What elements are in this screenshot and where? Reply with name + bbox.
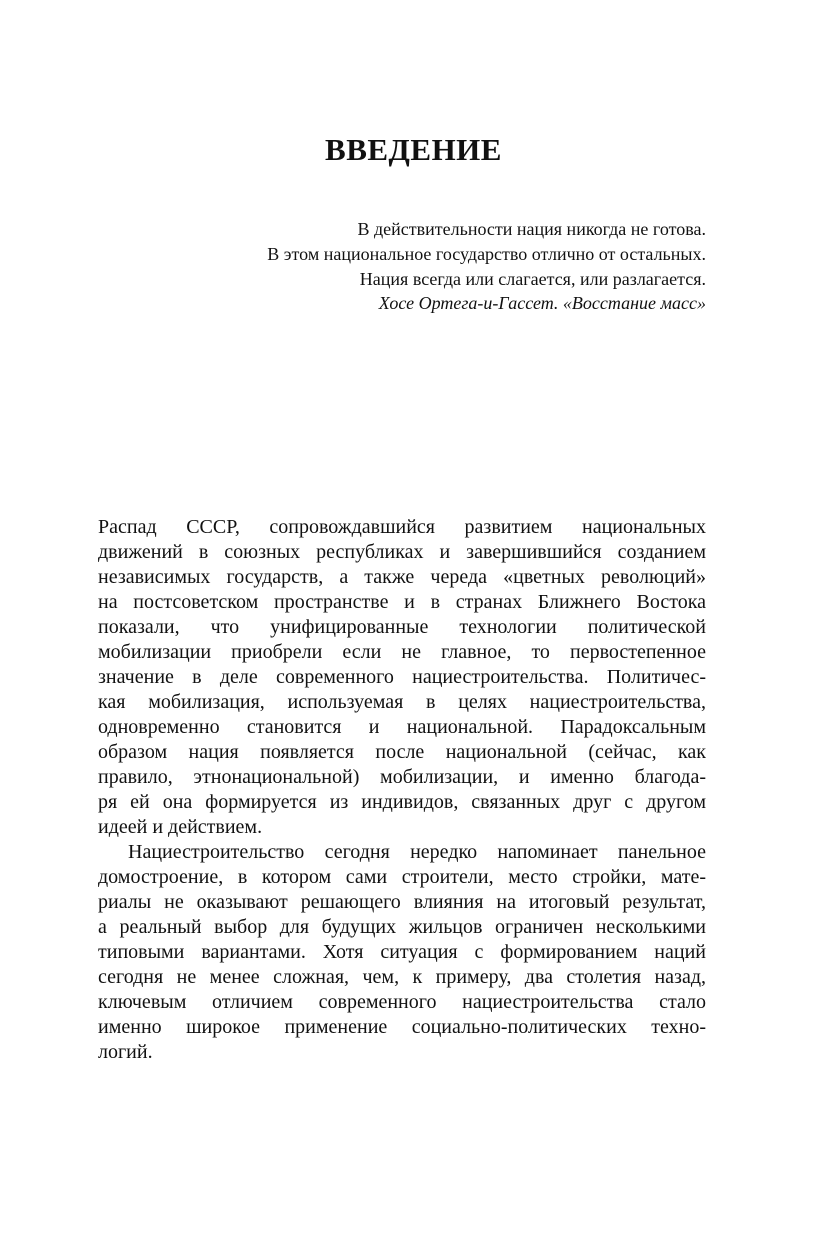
epigraph-line: Нация всегда или слагается, или разлагается.: [359, 268, 706, 289]
text-line: образом нация появляется после национальной (сейчас, как: [98, 741, 706, 763]
text-line: ря ей она формируется из индивидов, связанных друг с другом: [98, 791, 706, 813]
text-line: именно широкое применение социально-политических техно-: [98, 1016, 706, 1038]
epigraph-line: В действительности нация никогда не готова.: [357, 219, 706, 239]
text-line: Распад СССР, сопровождавшийся развитием национальных: [98, 516, 706, 538]
epigraph-attribution: Хосе Ортега-и-Гассет. «Восстание масс»: [378, 293, 706, 314]
body-text: [98, 515, 706, 1065]
text-line: сегодня не менее сложная, чем, к примеру, два столетия назад,: [98, 966, 706, 988]
text-line: независимых государств, а также череда «цветных революций»: [98, 566, 706, 588]
text-line: движений в союзных республиках и завершившийся созданием: [98, 541, 706, 563]
text-line: на постсоветском пространстве и в странах Ближнего Востока: [98, 591, 706, 613]
chapter-heading: ВВЕДЕНИЕ: [325, 132, 502, 167]
text-line: значение в деле современного нациестроительства. Политичес-: [98, 666, 706, 688]
text-line: логий.: [98, 1041, 153, 1063]
text-line: мобилизации приобрели если не главное, то первостепенное: [98, 641, 706, 663]
paragraph-2: [98, 840, 706, 1065]
text-line: типовыми вариантами. Хотя ситуация с формированием наций: [98, 941, 706, 963]
text-line: риалы не оказывают решающего влияния на итоговый результат,: [98, 891, 706, 913]
text-line: Нациестроительство сегодня нередко напоминает панельное: [128, 841, 706, 863]
text-line: показали, что унифицированные технологии политической: [98, 616, 706, 638]
text-line: кая мобилизация, используемая в целях нациестроительства,: [98, 691, 706, 713]
text-line: идеей и действием.: [98, 816, 263, 838]
text-line: одновременно становится и национальной. Парадоксальным: [98, 716, 706, 738]
text-line: правило, этнонациональной) мобилизации, и именно благода-: [98, 766, 706, 788]
text-line: домостроение, в котором сами строители, место стройки, мате-: [98, 866, 706, 888]
text-line: ключевым отличием современного нациестроительства стало: [98, 991, 706, 1013]
epigraph-line: В этом национальное государство отлично от остальных.: [267, 243, 706, 264]
paragraph-1: [98, 515, 706, 840]
text-line: а реальный выбор для будущих жильцов ограничен несколькими: [98, 916, 706, 938]
epigraph: [146, 217, 706, 316]
